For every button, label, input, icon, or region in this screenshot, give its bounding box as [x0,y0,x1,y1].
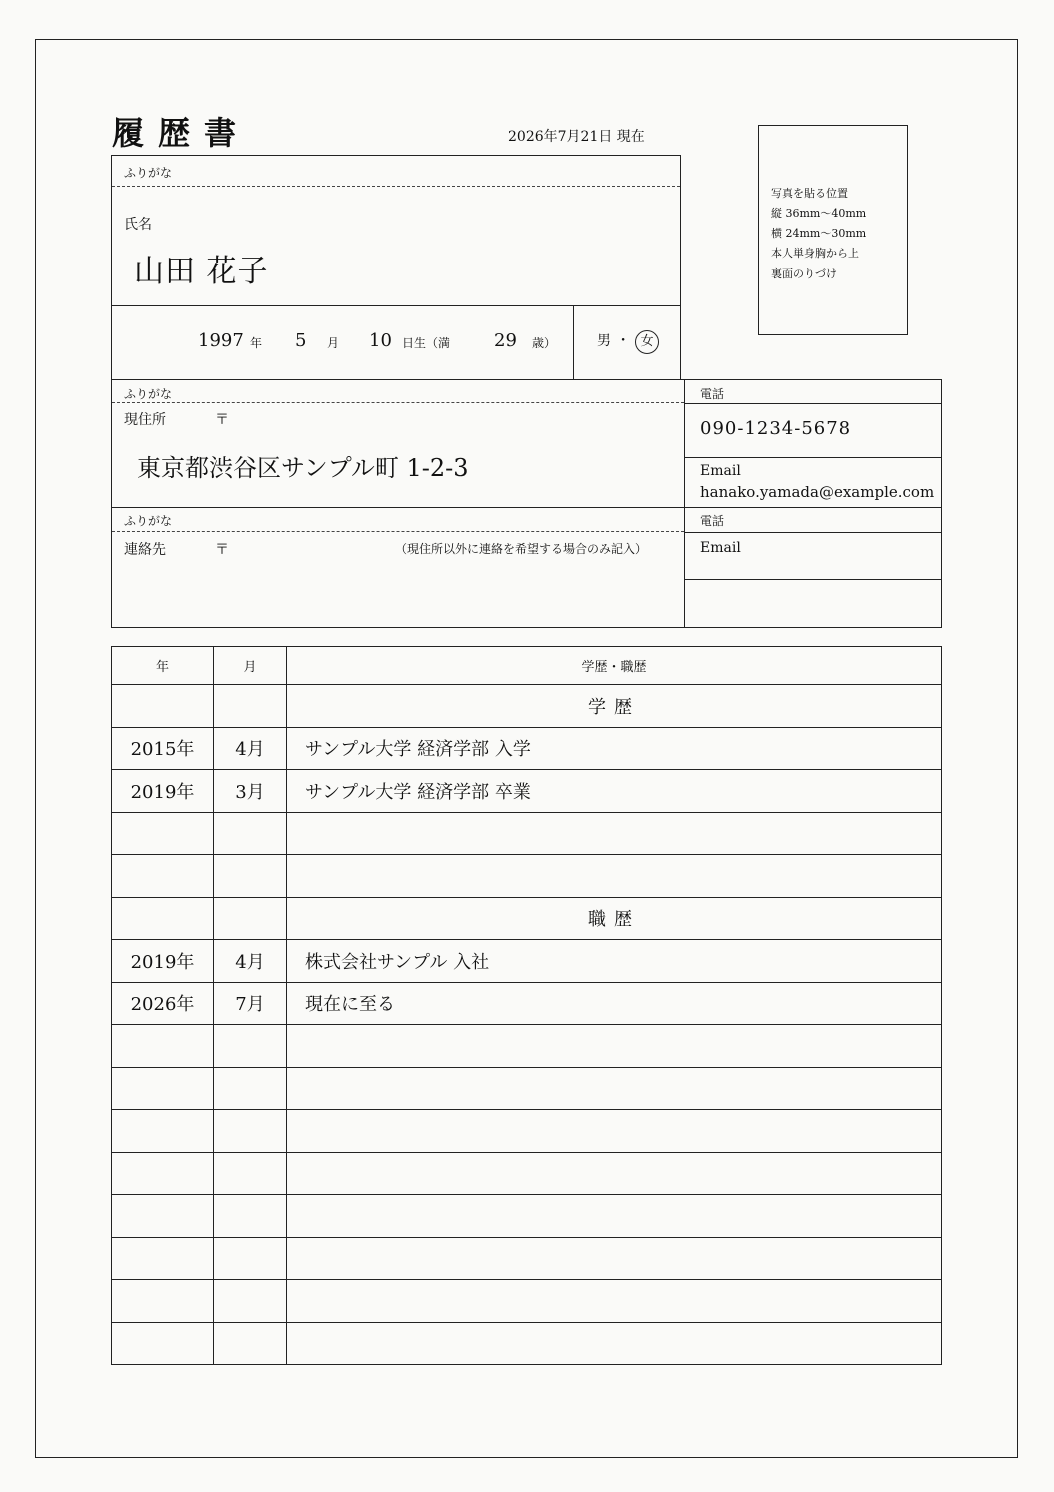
photo-note-line: 写真を貼る位置 [771,187,848,200]
email-label: Email [700,463,741,479]
row-description[interactable]: サンプル大学 経済学部 卒業 [287,770,942,813]
email-divider [684,457,941,458]
table-row[interactable] [112,1110,942,1153]
postal-mark: 〒 [215,412,229,428]
phone-value[interactable]: 090-1234-5678 [700,418,852,439]
history-header-row [112,647,942,685]
contact-phone-label: 電話 [700,514,725,528]
row-year[interactable] [112,1195,214,1238]
section-heading-work[interactable]: 職歴 [287,897,942,940]
row-month[interactable]: 3月 [214,770,287,813]
address-label: 現住所 [124,412,166,428]
row-year[interactable] [112,1025,214,1068]
table-row[interactable] [112,1280,942,1323]
photo-placeholder[interactable] [758,125,908,335]
table-row[interactable] [112,727,942,770]
year-unit: 年 [250,336,263,350]
row-description[interactable] [287,855,942,898]
name-value[interactable]: 山田 花子 [134,254,269,289]
row-year[interactable] [112,897,214,940]
gender-female-selected[interactable]: 女 [635,330,659,354]
name-label: 氏名 [124,217,152,233]
row-year[interactable] [112,1280,214,1323]
row-month[interactable] [214,812,287,855]
document-date: 2026年7月21日 現在 [508,129,645,145]
photo-note-line: 縦 36mm〜40mm [771,207,867,220]
row-description[interactable] [287,1195,942,1238]
table-row[interactable] [112,855,942,898]
gender-selector[interactable] [597,330,659,354]
row-month[interactable] [214,1025,287,1068]
row-month[interactable] [214,1067,287,1110]
row-year[interactable]: 2026年 [112,982,214,1025]
name-furigana-label: ふりがな [124,166,173,180]
email-value[interactable]: hanako.yamada@example.com [700,483,935,501]
contact-label: 連絡先 [124,542,166,558]
table-row[interactable] [112,982,942,1025]
row-month[interactable] [214,1152,287,1195]
row-description[interactable] [287,1322,942,1365]
row-year[interactable] [112,685,214,728]
phone-label: 電話 [700,387,725,401]
contact-phone-divider [684,532,941,533]
table-row[interactable] [112,1025,942,1068]
table-row[interactable] [112,1067,942,1110]
row-month[interactable] [214,1110,287,1153]
furigana-divider [112,186,680,187]
row-month[interactable]: 4月 [214,727,287,770]
contact-email-divider [684,579,941,580]
phone-column-divider [684,380,685,627]
row-month[interactable] [214,897,287,940]
table-row[interactable] [112,1195,942,1238]
photo-note-line: 裏面のりづけ [771,267,837,280]
month-unit: 月 [327,336,340,350]
row-description[interactable]: サンプル大学 経済学部 入学 [287,727,942,770]
row-year[interactable] [112,1237,214,1280]
section-heading-education[interactable]: 学歴 [287,685,942,728]
row-year[interactable] [112,1322,214,1365]
month-column-header: 月 [214,647,287,685]
contact-divider [112,507,941,508]
phone-label-divider [684,403,941,404]
table-row[interactable] [112,1237,942,1280]
row-description[interactable] [287,1152,942,1195]
row-year[interactable] [112,855,214,898]
row-year[interactable] [112,812,214,855]
row-description[interactable] [287,1237,942,1280]
table-row[interactable] [112,940,942,983]
year-column-header: 年 [112,647,214,685]
contact-note: （現住所以外に連絡を希望する場合のみ記入） [395,542,648,556]
table-row[interactable] [112,685,942,728]
row-month[interactable] [214,685,287,728]
table-row[interactable] [112,1152,942,1195]
contact-furigana-label: ふりがな [124,514,173,528]
row-month[interactable] [214,1280,287,1323]
row-month[interactable]: 7月 [214,982,287,1025]
row-year[interactable] [112,1110,214,1153]
gender-separator: ・ [616,333,631,349]
photo-note-line: 横 24mm〜30mm [771,227,867,240]
contact-furigana-divider [112,531,684,532]
birth-year: 1997 [198,330,244,351]
gender-divider [573,305,574,379]
gender-male[interactable]: 男 [597,333,611,349]
birth-month: 5 [295,330,307,351]
row-month[interactable] [214,1195,287,1238]
table-row[interactable] [112,770,942,813]
address-furigana-divider [112,402,684,403]
birth-day: 10 [369,330,392,351]
address-box [111,379,942,628]
table-row[interactable] [112,812,942,855]
address-furigana-label: ふりがな [124,387,173,401]
row-description[interactable]: 株式会社サンプル 入社 [287,940,942,983]
table-row[interactable] [112,897,942,940]
name-divider [112,305,680,306]
row-year[interactable]: 2015年 [112,727,214,770]
contact-email-label: Email [700,540,741,556]
contact-postal-mark: 〒 [215,542,229,558]
row-description[interactable] [287,812,942,855]
row-description[interactable] [287,1280,942,1323]
age-value: 29 [494,330,517,351]
row-year[interactable]: 2019年 [112,940,214,983]
table-row[interactable] [112,1322,942,1365]
address-value[interactable]: 東京都渋谷区サンプル町 1-2-3 [137,454,469,482]
row-year[interactable] [112,1152,214,1195]
age-unit: 歳） [532,336,557,350]
row-description[interactable] [287,1025,942,1068]
row-month[interactable] [214,855,287,898]
row-month[interactable] [214,1322,287,1365]
row-year[interactable] [112,1067,214,1110]
document-title: 履歴書 [112,114,251,152]
row-year[interactable]: 2019年 [112,770,214,813]
row-month[interactable]: 4月 [214,940,287,983]
day-unit: 日生（満 [402,336,451,350]
history-table [111,646,942,1365]
personal-info-box [111,155,681,380]
row-description[interactable] [287,1067,942,1110]
photo-note-line: 本人単身胸から上 [771,247,859,260]
row-month[interactable] [214,1237,287,1280]
description-column-header: 学歴・職歴 [287,647,942,685]
row-description[interactable] [287,1110,942,1153]
row-description[interactable]: 現在に至る [287,982,942,1025]
